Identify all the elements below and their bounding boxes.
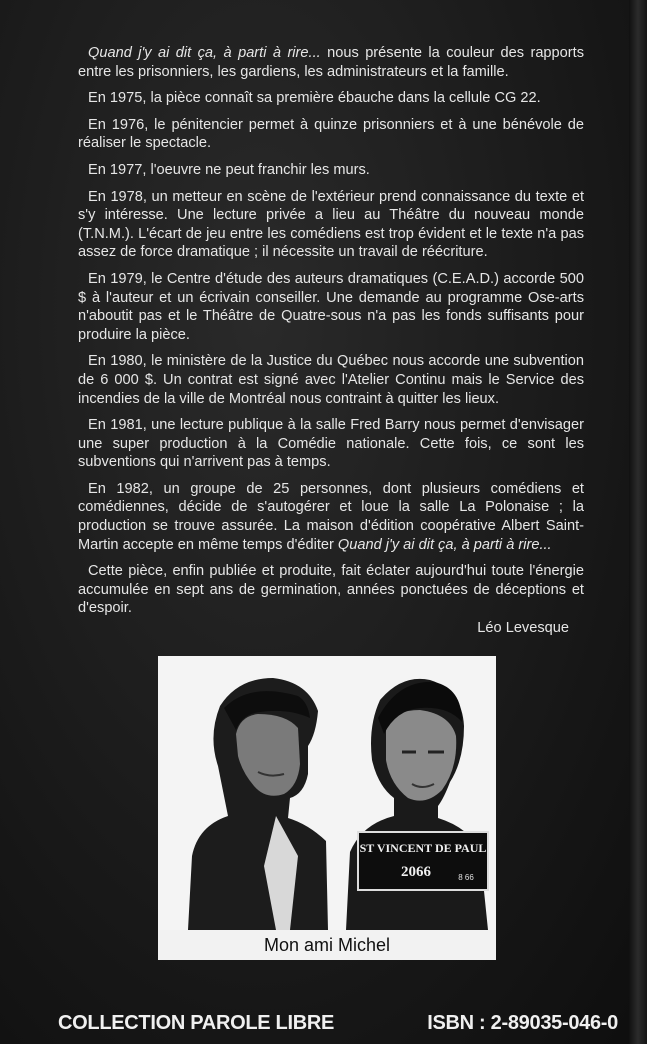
placard-date: 8 66: [458, 873, 474, 882]
paragraph-1979: En 1979, le Centre d'étude des auteurs dramatiques (C.E.A.D.) accorde 500 $ à l'auteur et un écrivain conseiller. Une demande au programme Ose-arts n'aboutit pas et le Théâtre de Quatre-sous n'a pas les fonds suffisants pour produire la pièce.: [78, 270, 584, 343]
photo-caption: Mon ami Michel: [158, 930, 496, 960]
title-reference: Quand j'y ai dit ça, à parti à rire...: [88, 45, 321, 61]
paragraph-conclusion: Cette pièce, enfin publiée et produite, fait éclater aujourd'hui toute l'énergie accumulée en sept ans de germination, années ponctuées de déceptions et d'espoir.: [78, 563, 584, 617]
paragraph-1976: En 1976, le pénitencier permet à quinze prisonniers et à une bénévole de réaliser le spectacle.: [78, 116, 584, 152]
cover-edge: [629, 0, 647, 1044]
placard-location: ST VINCENT DE PAUL: [359, 841, 487, 855]
isbn: ISBN : 2-89035-046-0: [427, 1012, 618, 1034]
cover-footer: [58, 1012, 618, 1035]
title-reference: Quand j'y ai dit ça, à parti à rire...: [337, 536, 552, 553]
author-signature: Léo Levesque: [477, 620, 569, 636]
paragraph-1980: En 1980, le ministère de la Justice du Québec nous accorde une subvention de 6 000 $. Un contrat est signé avec l'Atelier Continu mais le Service des incendies de la ville de Montréal nous contraint à quitter les lieux.: [78, 353, 584, 407]
paragraph-1981: En 1981, une lecture publique à la salle Fred Barry nous permet d'envisager une super production à la Comédie nationale. Cette fois, ce sont les subventions qui n'arrivent pas à temps.: [78, 417, 584, 471]
paragraph-1977: En 1977, l'oeuvre ne peut franchir les murs.: [88, 161, 370, 178]
photo-mugshot: [158, 656, 496, 930]
paragraph-1975: En 1975, la pièce connaît sa première ébauche dans la cellule CG 22.: [88, 90, 541, 107]
placard-number: 2066: [401, 864, 431, 880]
paragraph-intro: Quand j'y ai dit ça, à parti à rire... nous présente la couleur des rapports entre les prisonniers, les gardiens, les administrateurs et la famille.: [78, 45, 584, 80]
synopsis-text: [78, 44, 584, 626]
paragraph-1982: En 1982, un groupe de 25 personnes, dont plusieurs comédiens et comédiennes, décide de s'autogérer et loue la salle La Polonaise ; la production se trouve assurée. La maison d'édition coopérative Albert Saint-Martin accepte en même temps d'éditer Quand j'y ai dit ça, à parti à rire...: [78, 480, 584, 553]
collection-name: COLLECTION PAROLE LIBRE: [58, 1012, 335, 1034]
paragraph-1978: En 1978, un metteur en scène de l'extérieur prend connaissance du texte et s'y intéresse. Une lecture privée a lieu au Théâtre du nouveau monde (T.N.M.). L'écart de jeu entre les comédiens est trop évident et le texte n'a pas assez de force dramatique ; il nécessite un travail de réécriture.: [78, 188, 584, 261]
